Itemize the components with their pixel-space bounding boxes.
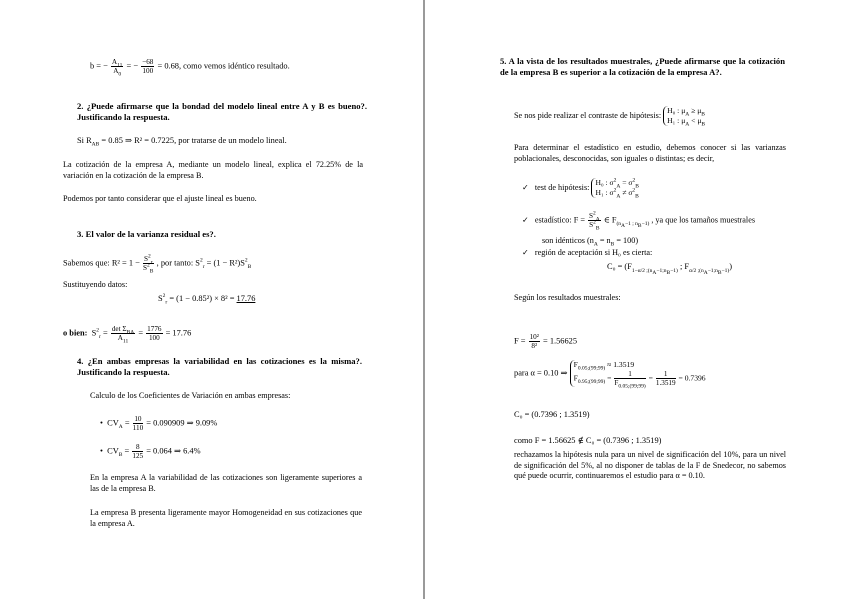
- c0-formula: $C_0 = (F_{1-\alpha/2 ;(n_A-1;n_B-1)}$ ; $F_{\alpha/2 ;(n_A-1;n_B-1)}$): [607, 262, 732, 276]
- c0-result: C₀ = (0.7396 ; 1.3519): [514, 410, 590, 419]
- q3-sustituyendo: Sustituyendo datos:: [63, 280, 128, 289]
- hypothesis-brace: H₀ : $\mu_A \ge \mu_B$ H₁ : $\mu_A < \mu_B$: [663, 106, 705, 126]
- q3-calculation: $S^2_r = (1 - 0.85^2) \times 8^2 = 17.76$: [158, 293, 256, 306]
- q2-paragraph-1: La cotización de la empresa A, mediante un modelo lineal, explica el 72.25% de la variación en la cotización de la empresa B.: [63, 160, 363, 180]
- region-aceptacion: ✓ región de aceptación si H₀ es cierta:: [522, 248, 653, 257]
- page-left: [0, 0, 423, 599]
- page-right: [425, 0, 848, 599]
- f-calc: F = $\frac{\text{10²}}{\text{8²}}$ = 1.56625: [514, 333, 578, 350]
- estadistico-2: son idénticos $(n_A = n_B = 100)$: [542, 236, 639, 248]
- formula-b: b = − $\frac{A_{11}}{A_0}$ = − $\frac{-68}{100}$ = 0.68, como vemos idéntico resultado.: [90, 58, 290, 78]
- question-4: 4. ¿En ambas empresas la variabilidad en las cotizaciones es la misma?. Justificando la respuesta.: [77, 356, 362, 377]
- cv-a: • $CV_A$ = $\frac{10}{110}$ = 0.090909 ⇒ 9.09%: [100, 415, 218, 432]
- q4-intro: Calculo de los Coeficientes de Variación en ambas empresas:: [90, 391, 291, 400]
- q5-paragraph: Para determinar el estadístico en estudio, debemos conocer si las varianzas poblacionales, desconocidas, son iguales o distintas; es decir,: [514, 143, 786, 163]
- segun: Según los resultados muestrales:: [514, 293, 621, 302]
- question-3: 3. El valor de la varianza residual es?.: [77, 229, 216, 239]
- check-icon: ✓: [522, 215, 529, 225]
- question-5: 5. A la vista de los resultados muestrales, ¿Puede afirmarse que la cotización de la empresa B es superior a la cotización de la empresa A?.: [500, 56, 785, 77]
- check-icon: ✓: [522, 182, 529, 192]
- q3-obien: o bien: $S^2_r$ = $\frac{\det \Sigma_{BA}}{A_{11}}$ = $\frac{1776}{100}$ = 17.76: [63, 325, 192, 345]
- q5-intro: Se nos pide realizar el contraste de hipótesis: H₀ : $\mu_A \ge \mu_B$ H₁ : $\mu_A < \mu_B$: [514, 106, 706, 128]
- check-icon: ✓: [522, 248, 529, 257]
- estadistico: ✓ estadístico: F = $\frac{S^2_A}{S^2_B}$ ∈ $F_{(n_A-1 ; n_B-1)}$ , ya que los tamaños muestrales: [522, 210, 756, 232]
- test-hipotesis: ✓ test de hipótesis: H₀ : $\sigma^2_A = \sigma^2_B$ H₁ : $\sigma^2_A \ne \sigma^2_B$: [522, 177, 639, 200]
- alpha-calc: para α = 0.10 ⇒ $F_{0.05;(99;99)} \approx 1.3519$ $F_{0.95;(99;99)}$ = $\frac{1}{F_{0.05;(99;99)}}$ = $\frac{1}{1.3519}$ = 0.7396: [514, 360, 706, 390]
- final-paragraph: rechazamos la hipótesis nula para un nivel de significación del 10%, para un nivel de significación del 5%, al no disponer de tablas de la F de Snedecor, no sabemos qué puede ocurrir, continuaremos el estudio para α = 0.10.: [514, 450, 786, 480]
- q2-paragraph-2: Podemos por tanto considerar que el ajuste lineal es bueno.: [63, 194, 257, 203]
- como-line: como F = 1.56625 ∉ C₀ = (0.7396 ; 1.3519): [514, 436, 662, 445]
- q4-paragraph-2: La empresa B presenta ligeramente mayor Homogeneidad en sus cotizaciones que la empresa A.: [90, 508, 362, 528]
- q2-formula: Si $R_{AB} = 0.85$ ⇒ R² = 0.7225, por tratarse de un modelo lineal.: [77, 136, 287, 148]
- cv-b: • $CV_B$ = $\frac{8}{125}$ = 0.064 ⇒ 6.4%: [100, 443, 201, 460]
- q3-formula-1: Sabemos que: R² = 1 − $\frac{S^2_r}{S^2_B}$ , por tanto: $S^2_r = (1 - R^2)S^2_B$: [63, 253, 252, 275]
- q4-paragraph-1: En la empresa A la variabilidad de las cotizaciones son ligeramente superiores a las de la empresa B.: [90, 473, 362, 493]
- question-2: 2. ¿Puede afirmarse que la bondad del modelo lineal entre A y B es bueno?. Justificando la respuesta.: [77, 101, 367, 122]
